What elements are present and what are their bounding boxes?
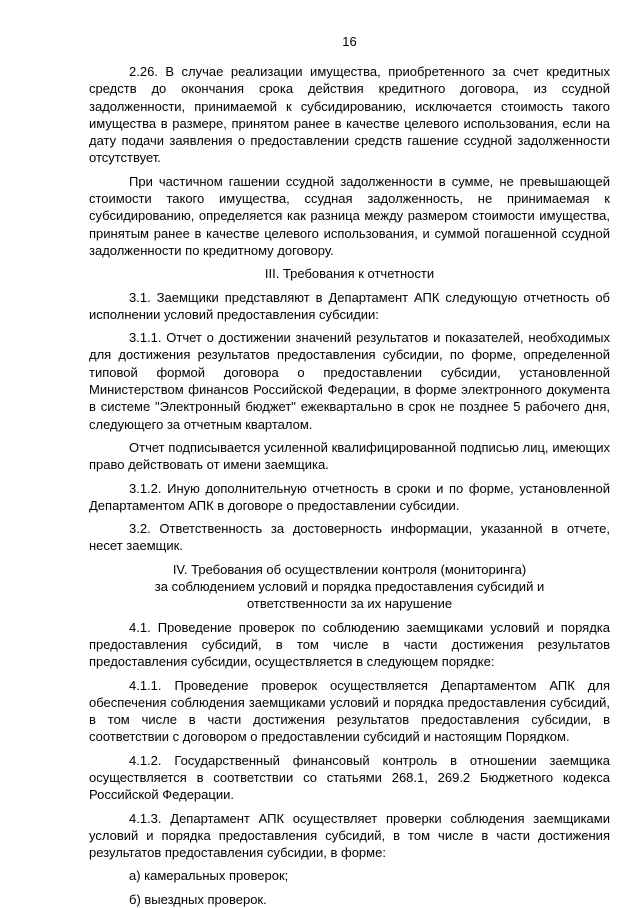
paragraph-4-1-3: 4.1.3. Департамент АПК осуществляет проверки соблюдения заемщиками условий и порядка предоставления субсидий, в том числе в части достижения результатов предоставления субсидии, в форме:: [89, 810, 610, 861]
section-heading-reporting-text: III. Требования к отчетности: [264, 266, 435, 282]
paragraph-3-2: 3.2. Ответственность за достоверность информации, указанной в отчете, несет заемщик.: [89, 521, 610, 554]
page-number: 16: [342, 34, 357, 49]
paragraph-2-26: 2.26. В случае реализации имущества, приобретенного за счет кредитных средств до окончания срока действия кредитного договора, из ссудной задолженности, принимаемой к субсидированию, исключается стоимость такого имущества в размере, принятом ранее в качестве целевого использования, если на дату подачи заявления о предоставлении средств гашение ссудной задолженности отсутствует.: [89, 64, 610, 166]
section-heading-control-line2: за соблюдением условий и порядка предоставления субсидий и: [154, 579, 545, 595]
paragraph-3-1-2: 3.1.2. Иную дополнительную отчетность в сроки и по форме, установленной Департаментом АПК в договоре о предоставлении субсидии.: [89, 480, 610, 513]
paragraph-3-1: 3.1. Заемщики представляют в Департамент АПК следующую отчетность об исполнении условий предоставления субсидии:: [89, 289, 610, 322]
paragraph-4-1-1: 4.1.1. Проведение проверок осуществляется Департаментом АПК для обеспечения соблюдения заемщиками условий и порядка предоставления субсидий, в том числе в части достижения результатов предоставления субсидии, в соответствии с договором о предоставлении субсидий и настоящим Порядком.: [89, 677, 610, 745]
section-heading-control-line1: IV. Требования об осуществлении контроля (мониторинга): [172, 561, 527, 577]
list-item-a: а) камеральных проверок;: [129, 868, 289, 884]
paragraph-partial-repayment: При частичном гашении ссудной задолженности в сумме, не превышающей стоимости такого имущества, ссудная задолженность, не принимаемая к субсидированию, определяется как разница между размером стоимости имущества, принятым ранее в качестве целевого использования, и суммой погашенной ссудной задолженности по кредитному договору.: [89, 173, 610, 258]
section-heading-reporting: [89, 265, 610, 282]
paragraph-3-1-1: 3.1.1. Отчет о достижении значений результатов и показателей, необходимых для достижения результатов предоставления субсидии, по форме, определенной типовой формой договора о предоставлении субсидии, установленной Министерством финансов Российской Федерации, в форме электронного документа в системе "Электронный бюджет" ежеквартально в срок не позднее 5 рабочего дня, следующего за отчетным кварталом.: [89, 330, 610, 432]
section-heading-control-line3: ответственности за их нарушение: [246, 596, 453, 612]
paragraph-report-signature: Отчет подписывается усиленной квалифицированной подписью лиц, имеющих право действовать от имени заемщика.: [89, 439, 610, 473]
section-heading-control: [89, 561, 610, 613]
paragraph-4-1: 4.1. Проведение проверок по соблюдению заемщиками условий и порядка предоставления субсидий, в том числе в части достижения результатов предоставления субсидии, осуществляется в следующем порядке:: [89, 619, 610, 670]
paragraph-4-1-2: 4.1.2. Государственный финансовый контроль в отношении заемщика осуществляется в соответствии со статьями 268.1, 269.2 Бюджетного кодекса Российской Федерации.: [89, 752, 610, 803]
list-item-b: б) выездных проверок.: [129, 891, 267, 907]
